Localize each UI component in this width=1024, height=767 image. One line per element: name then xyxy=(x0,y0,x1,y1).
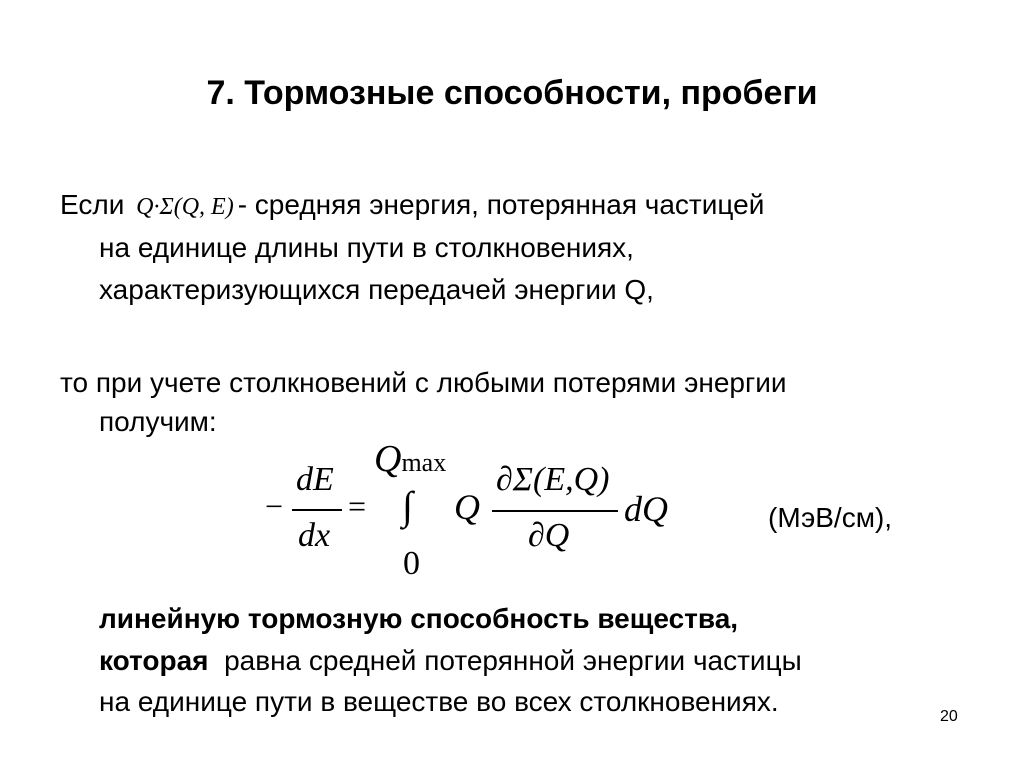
para3-line2-rest: равна средней потерянной энергии частицы xyxy=(208,645,802,676)
eq-lhs-numerator: dE xyxy=(296,461,334,498)
para1-prefix: Если xyxy=(60,189,125,220)
eq-lhs-denominator: dx xyxy=(298,517,331,554)
eq-units: (МэВ/см), xyxy=(768,502,893,533)
para1-line1 xyxy=(60,183,764,229)
eq-rhs-denominator: ∂Q xyxy=(528,517,570,554)
para1-line2: на единице длины пути в столкновениях, xyxy=(99,232,634,263)
para2-line1: то при учете столкновений с любыми потерями энергии xyxy=(60,367,787,398)
eq-upper-limit: Qmax xyxy=(374,438,447,480)
para3-bold-word: которая xyxy=(99,645,209,676)
para3-line3: на единице пути в веществе во всех столкновениях. xyxy=(99,686,779,717)
page-number: 20 xyxy=(940,708,958,725)
para1-line1-rest: - средняя энергия, потерянная частицей xyxy=(237,189,765,220)
eq-rhs-fraction-bar xyxy=(492,510,618,512)
slide-title: 7. Тормозные способности, пробеги xyxy=(206,74,818,112)
eq-dq: dQ xyxy=(624,489,668,529)
para2-line2: получим: xyxy=(99,406,217,437)
eq-q: Q xyxy=(454,487,480,527)
para1-line3: характеризующихся передачей энергии Q, xyxy=(99,274,654,305)
eq-integral-sign: ∫ xyxy=(402,483,413,528)
eq-minus: − xyxy=(265,488,284,524)
eq-lhs-fraction-bar xyxy=(292,509,342,511)
para3-line1: линейную тормозную способность вещества, xyxy=(99,603,739,634)
eq-lower-limit: 0 xyxy=(403,545,420,582)
inline-formula: Q·Σ(Q, E) xyxy=(136,194,234,220)
para3-line2 xyxy=(99,639,802,683)
eq-equals: = xyxy=(348,488,367,524)
eq-rhs-numerator: ∂Σ(E,Q) xyxy=(496,461,610,498)
